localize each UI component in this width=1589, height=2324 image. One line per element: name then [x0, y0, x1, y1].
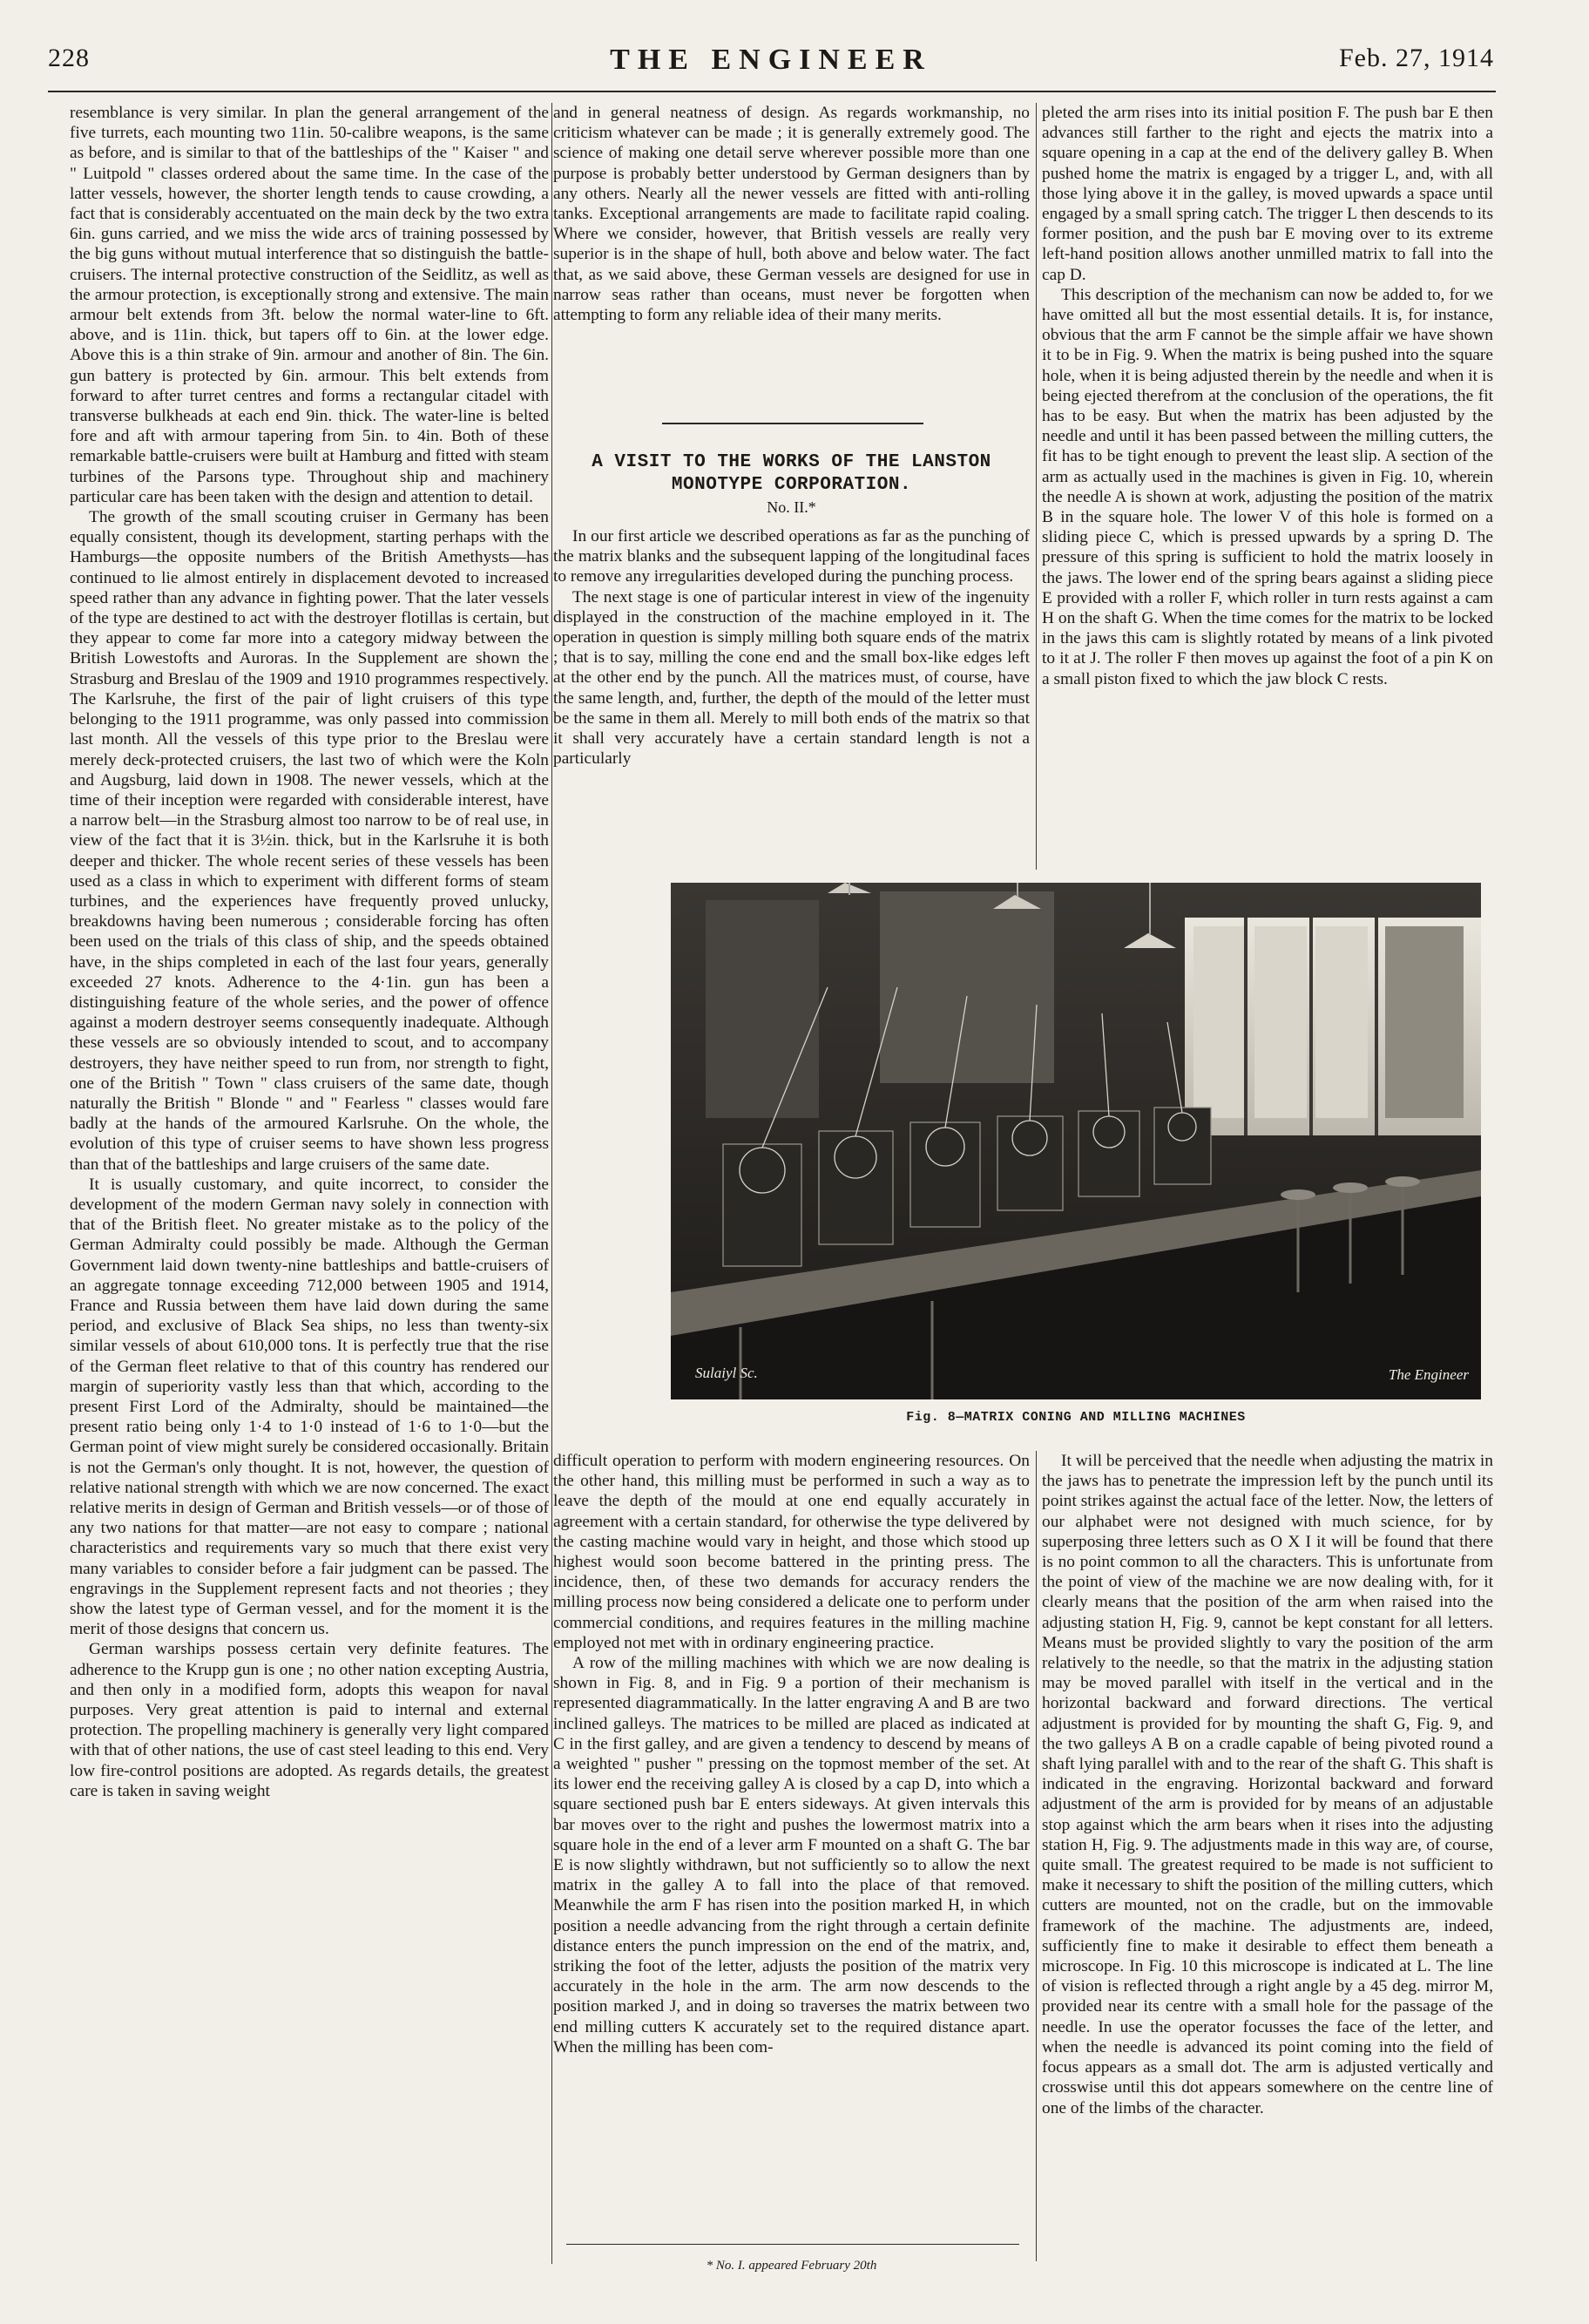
article-number: No. II.* — [767, 498, 816, 516]
engraving-credit: The Engineer — [1388, 1366, 1469, 1383]
paragraph: In our first article we described operations as far as the punching of the matrix blanks and the subsequent lapping of the longitudinal faces to remove any irregularities developed during the punching process. — [553, 527, 1030, 586]
paragraph: It is usually customary, and quite incorrect, to consider the development of the modern German navy solely in connection with that of the British fleet. No greater mistake as to the policy of the German Admiralty could possibly be made. Although the German Government laid down twenty-nine battleships and battle-cruisers of an aggregate tonnage exceeding 712,000 between 1905 and 1914, France and Russia between them have laid down during the same period, and exclusive of Black Sea ships, no less than twenty-six similar vessels of about 610,000 tons. It is perfectly true that the rise of the German fleet relative to that of this country has rendered our margin of superiority vastly less than that which, according to the present First Lord of the Admiralty, should be maintained—the present ratio being only 1·4 to 1·0 instead of 1·6 to 1·0—but the German point of view might surely be considered occasionally. Britain is not the German's only thought. It is not, however, the question of relative national strength with which we are now concerned. The exact relative merits in design of German and British vessels—or of those of any two nations for that matter—are not easy to compare ; national characteristics and requirements vary so much that there exist very many variables to consider before a fair judgment can be passed. The engravings in the Supplement represent facts and not theories ; they show the latest type of German vessel, and for the moment it is the merit of those designs that concern us. — [70, 1175, 549, 1639]
article-title: A VISIT TO THE WORKS OF THE LANSTON MONOTYPE CORPORATION. — [592, 452, 991, 495]
paragraph: It will be perceived that the needle when adjusting the matrix in the jaws has to penetrate the impression left by the punch until its point strikes against the actual face of the letter. Now, the letters of our alphabet were not designed with much science, for by superposing three letters such as O X I it will be found that there is no point common to all the characters. This is unfortunate from the point of view of the machine we are now dealing with, for it clearly means that the position of the arm when raised into the adjusting station H, Fig. 9, cannot be kept constant for all letters. Means must be provided slightly to vary the position of the arm relatively to the needle, so that the matrix in the adjusting station may be moved parallel with itself in the vertical and in the horizontal backward and forward directions. The vertical adjustment is provided for by mounting the shaft G, Fig. 9, and the two galleys A B on a cradle capable of being pivoted round a shaft lying parallel with and to the rear of the shaft G. This shaft is indicated in the engraving. Horizontal backward and forward adjustment of the arm is provided for by means of an adjustable stop against which the arm bears when it rises into the adjusting station H, Fig. 9. The adjustments made in this way are, of course, quite small. The greatest required to be made is not sufficient to make it necessary to shift the position of the milling cutters, which cutters are mounted, not on the cradle, but on the immovable framework of the machine. The adjustments are, indeed, sufficiently fine to make it desirable to effect them beneath a microscope. In Fig. 10 this microscope is indicated at L. The line of vision is reflected through a right angle by a 45 deg. mirror M, provided near its centre with a small hole for the passage of the needle. In use the operator focusses the face of the letter, and when the needle is advanced its point coming into the field of focus appears as a small dot. The arm is adjusted vertically and crosswise until this dot appears somewhere on the centre line of one of the limbs of the character. — [1042, 1452, 1493, 2117]
article-intro — [553, 526, 1030, 870]
column-divider — [551, 103, 552, 2264]
footnote: * No. I. appeared February 20th — [706, 2259, 877, 2273]
paragraph: pleted the arm rises into its initial position F. The push bar E then advances still farther to the right and ejects the matrix into a square opening in a cap at the end of the delivery galley B. When pushed home the matrix is engaged by a trigger L, and, with all those lying above it in the galley, is moved upwards a space until engaged by a small spring catch. The trigger L then descends to its former position, and the push bar E moving over to its extreme left-hand position allows another unmilled matrix to fall into the cap D. — [1042, 104, 1493, 284]
column-divider — [1036, 1451, 1037, 2261]
column-one — [70, 103, 549, 2264]
section-rule — [662, 423, 923, 424]
paragraph: resemblance is very similar. In plan the general arrangement of the five turrets, each mounting two 11in. 50-calibre weapons, is the same as before, and is similar to that of the battleships of the " Kaiser " and " Luitpold " classes ordered about the same time. In the case of the latter vessels, however, the shorter length tends to cause crowding, a fact that is considerably accentuated on the main deck by the two extra 6in. guns carried, and we miss the wide arcs of training possessed by the big guns without mutual interference that so distinguish the battle-cruisers. The internal protective construction of the Seidlitz, as well as the armour protection, is exceptionally strong and extensive. The main armour belt extends from 3ft. below the normal water-line to 6ft. above, and is 11in. thick, but tapers off to 6in. at the lower edge. Above this is a thin strake of 9in. armour and another of 8in. The 6in. gun battery is protected by 6in. armour. This belt extends from forward to after turret centres and forms a rectangular citadel with transverse bulkheads at each end 9in. thick. The water-line is belted fore and aft with armour tapering from 5in. to 4in. Both of these remarkable battle-cruisers were built at Hamburg and fitted with steam turbines of the Parsons type. Throughout ship and machinery particular care has been taken with the design and attention to detail. — [70, 104, 549, 506]
paragraph: and in general neatness of design. As regards workmanship, no criticism whatever can be made ; it is generally extremely good. The science of making one detail serve wherever possible more than one purpose is probably better understood by German designers than by any others. Nearly all the newer vessels are fitted with anti-rolling tanks. Exceptional arrangements are made to facilitate rapid coaling. Where we consider, however, that British vessels are really very superior is in the shape of hull, both above and below water. The fact that, as we said above, these German vessels are designed for use in narrow seas rather than oceans, must never be forgotten when attempting to form any reliable idea of their many merits. — [553, 104, 1030, 325]
engraver-signature: Sulaiyl Sc. — [695, 1365, 758, 1381]
figure-caption: Fig. 8—MATRIX CONING AND MILLING MACHINES — [906, 1410, 1246, 1425]
paragraph: German warships possess certain very definite features. The adherence to the Krupp gun is one ; no other nation excepting Austria, and then only in a modified form, adopts this weapon for naval purposes. Very great attention is paid to internal and external protection. The propelling machinery is generally very light compared with that of other nations, the use of cast steel leading to this end. Very low fire-control positions are adopted. As regards details, the greatest care is taken in saving weight — [70, 1640, 549, 1800]
journal-title: THE ENGINEER — [610, 44, 932, 76]
column-three-lower — [1042, 1451, 1493, 2261]
workshop-engraving — [671, 883, 1481, 1399]
milling-machines-illustration — [671, 883, 1481, 1399]
paragraph: A row of the milling machines with which we are now dealing is shown in Fig. 8, and in Fig. 9 a portion of their mechanism is represented diagrammatically. In the latter engraving A and B are two inclined galleys. The matrices to be milled are placed as indicated at C in the first galley, and are given a tendency to descend by means of a weighted " pusher " pressing on the topmost member of the set. At its lower end the receiving galley A is closed by a cap D, into which a square sectioned push bar E enters sideways. At given intervals this bar moves over to the right and pushes the lowermost matrix into a square hole in the end of a lever arm F mounted on a shaft G. The bar E is now slightly withdrawn, but not sufficiently so to allow the next matrix in the galley A to fall into the place of that removed. Meanwhile the arm F has risen into the position marked H, in which position a needle advancing from the right through a certain definite distance enters the punch impression on the end of the matrix, and, striking the foot of the letter, adjusts the position of the matrix very accurately in the hole in the arm. The arm now descends to the position marked J, and in doing so traverses the matrix between two end milling cutters K accurately set to the required distance apart. When the milling has been com- — [553, 1654, 1030, 2056]
header-rule — [48, 91, 1496, 92]
column-three — [1042, 103, 1493, 870]
column-two-lower — [553, 1451, 1030, 2235]
article-heading — [553, 451, 1030, 517]
column-divider — [1036, 103, 1037, 870]
footnote-rule — [566, 2244, 1019, 2245]
page-header — [48, 44, 1494, 85]
paragraph: The next stage is one of particular interest in view of the ingenuity displayed in the construction of the machine employed in it. The operation in question is simply milling both square ends of the matrix ; that is to say, milling the cone end and the small box-like edges left at the other end by the punch. All the matrices must, of course, have the same length, and, further, the depth of the mould of the letter must be the same in them all. Merely to mill both ends of the matrix so that it shall very accurately have a certain standard length is not a particularly — [553, 587, 1030, 769]
page-number: 228 — [48, 44, 90, 72]
paragraph: The growth of the small scouting cruiser in Germany has been equally consistent, though its development, starting perhaps with the Hamburgs—the opposite numbers of the British Amethysts—has continued to lie almost entirely in displacement devoted to increased speed rather than any advance in fighting power. That the later vessels of the type are destined to act with the destroyer flotillas is certain, but they appear to come far more into a category midway between the British Lowestofts and Auroras. In the Supplement are shown the Strasburg and Breslau of the 1909 and 1910 programmes respectively. The Karlsruhe, the first of the pair of light cruisers of this type belonging to the 1911 programme, was only passed into commission last month. All the vessels of this type prior to the Breslau were merely deck-protected cruisers, the last two of which were the Koln and Augsburg, laid down in 1908. The newer vessels, which at the time of their inception were regarded with considerable interest, have a narrow belt—in the Strasburg almost too narrow to be of real use, in view of the fact that it is 3½in. thick, but in the Karlsruhe it is both deeper and thicker. The whole recent series of these vessels has been used as a class in which to experiment with different forms of steam turbines, and the experiences have frequently proved unlucky, breakdowns having been numerous ; considerable forcing has often been used on the trials of this class of ship, and the speeds obtained have, in the ships completed in each of the last four years, generally exceeded 27 knots. Adherence to the 4·1in. gun has been a distinguishing feature of the whole series, and the power of offence against a modern destroyer seems consequently inadequate. Although these vessels are so obviously intended to scout, and to accompany destroyers, they have neither speed to run from, nor strength to fight, one of the British " Town " class cruisers of the same date, though naturally the British " Blonde " and " Fearless " classes would fare badly at the hands of the armoured Karlsruhe. On the whole, the evolution of this type of cruiser seems to have shown less progress than that of the battleships and large cruisers of the same date. — [70, 508, 549, 1174]
issue-date: Feb. 27, 1914 — [1339, 44, 1494, 72]
paragraph: difficult operation to perform with modern engineering resources. On the other hand, this milling must be performed in such a way as to leave the depth of the mould at one end equally accurately in agreement with a certain standard, for otherwise the type delivered by the casting machine would vary in height, and those which stood up highest would soon become battered in the printing press. The incidence, then, of these two demands for accuracy renders the milling process now being considered a delicate one to perform under commercial conditions, and requires features in the milling machine employed not met with in ordinary engineering practice. — [553, 1452, 1030, 1652]
paragraph: This description of the mechanism can now be added to, for we have omitted all but the most essential details. It is, for instance, obvious that the arm F cannot be the simple affair we have shown it to be in Fig. 9. When the matrix is being pushed into the square hole, when it is being adjusted therein by the needle and when it is being ejected therefrom at the conclusion of the operations, the fit has to be easy. But when the matrix has been adjusted by the needle and until it has been passed between the milling cutters, the fit has to be tight enough to prevent the least slip. A section of the arm as actually used in the machines is given in Fig. 10, wherein the needle A is shown at work, adjusting the position of the matrix B in the square hole. The lower V of this hole is formed on a sliding piece C, which is pressed upwards by a spring D. The pressure of this spring is sufficient to hold the matrix loosely in the jaws. The lower end of the spring bears against a sliding piece E provided with a roller F, which roller in turn rests against a cam H on the shaft G. When the time comes for the matrix to be locked in the jaws this cam is slightly rotated by means of a link pivoted to it at J. The roller F then moves up against the foot of a pin K on a small piston fixed to which the jaw block C rests. — [1042, 285, 1493, 688]
